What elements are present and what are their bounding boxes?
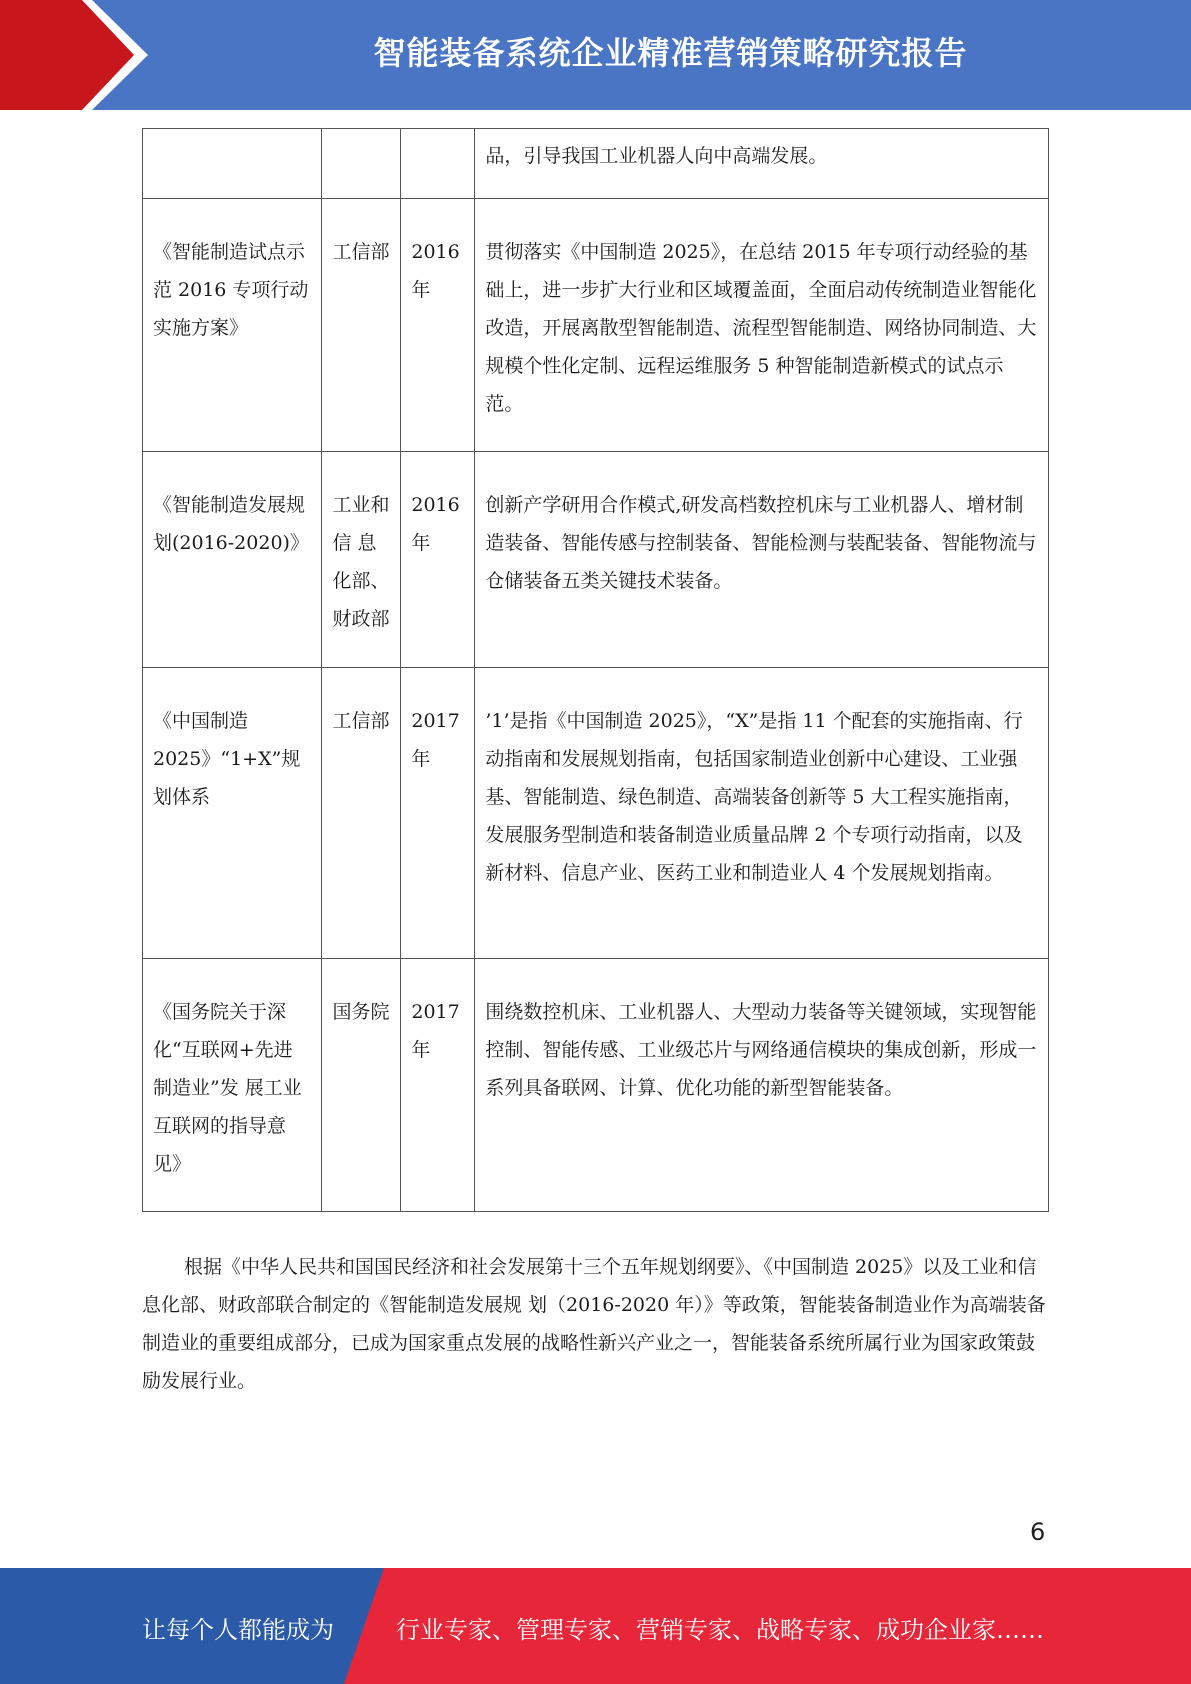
department-cell: 工业和信 息化部、财政部	[322, 452, 401, 668]
description-cell: 品，引导我国工业机器人向中高端发展。	[475, 129, 1049, 199]
page-header	[0, 0, 1191, 110]
description-cell: ’1’是指《中国制造 2025》，“X”是指 11 个配套的实施指南、行动指南和发展规划指南，包括国家制造业创新中心建设、工业强基、智能制造、绿色制造、高端装备创新等 5 大工程实施指南，发展服务型制造和装备制造业质量品牌 2 个专项行动指南，以及新材料、信息产业、医药工业和制造业人 4 个发展规划指南。	[475, 668, 1049, 959]
report-title: 智能装备系统企业精准营销策略研究报告	[373, 34, 968, 72]
description-cell: 贯彻落实《中国制造 2025》，在总结 2015 年专项行动经验的基础上，进一步扩大行业和区域覆盖面，全面启动传统制造业智能化改造，开展离散型智能制造、流程型智能制造、网络协同制造、大规模个性化定制、远程运维服务 5 种智能制造新模式的试点示范。	[475, 199, 1049, 452]
table-row	[143, 959, 1049, 1212]
table-row	[143, 129, 1049, 199]
table-row	[143, 199, 1049, 452]
policy-table	[142, 128, 1049, 1212]
year-cell: 2016 年	[401, 452, 475, 668]
table-row	[143, 452, 1049, 668]
table-row	[143, 668, 1049, 959]
policy-name-cell	[143, 129, 322, 199]
year-cell: 2017 年	[401, 959, 475, 1212]
header-chevron-icon	[0, 0, 160, 110]
year-cell	[401, 129, 475, 199]
body-paragraph: 根据《中华人民共和国国民经济和社会发展第十三个五年规划纲要》、《中国制造 2025》以及工业和信息化部、财政部联合制定的《智能制造发展规 划（2016-2020 年）》等政策，智能装备制造业作为高端装备制造业的重要组成部分，已成为国家重点发展的战略性新兴产业之一，智能装备系统所属行业为国家政策鼓励发展行业。	[142, 1256, 1046, 1392]
policy-name-cell: 《智能制造发展规划(2016-2020)》	[143, 452, 322, 668]
policy-name-cell: 《中国制造 2025》“1+X”规划体系	[143, 668, 322, 959]
description-cell: 围绕数控机床、工业机器人、大型动力装备等关键领域，实现智能控制、智能传感、工业级芯片与网络通信模块的集成创新，形成一系列具备联网、计算、优化功能的新型智能装备。	[475, 959, 1049, 1212]
footer-slogan-left: 让每个人都能成为	[142, 1616, 334, 1644]
footer-slogan-right: 行业专家、管理专家、营销专家、战略专家、成功企业家……	[396, 1616, 1044, 1644]
policy-name-cell: 《国务院关于深化“互联网+先进制造业”发 展工业互联网的指导意见》	[143, 959, 322, 1212]
page-number: 6	[1030, 1518, 1046, 1546]
year-cell: 2017 年	[401, 668, 475, 959]
description-cell: 创新产学研用合作模式,研发高档数控机床与工业机器人、增材制造装备、智能传感与控制装备、智能检测与装配装备、智能物流与仓储装备五类关键技术装备。	[475, 452, 1049, 668]
policy-name-cell: 《智能制造试点示范 2016 专项行动实施方案》	[143, 199, 322, 452]
page-footer	[0, 1568, 1191, 1684]
department-cell: 工信部	[322, 668, 401, 959]
department-cell	[322, 129, 401, 199]
department-cell: 工信部	[322, 199, 401, 452]
department-cell: 国务院	[322, 959, 401, 1212]
year-cell: 2016 年	[401, 199, 475, 452]
